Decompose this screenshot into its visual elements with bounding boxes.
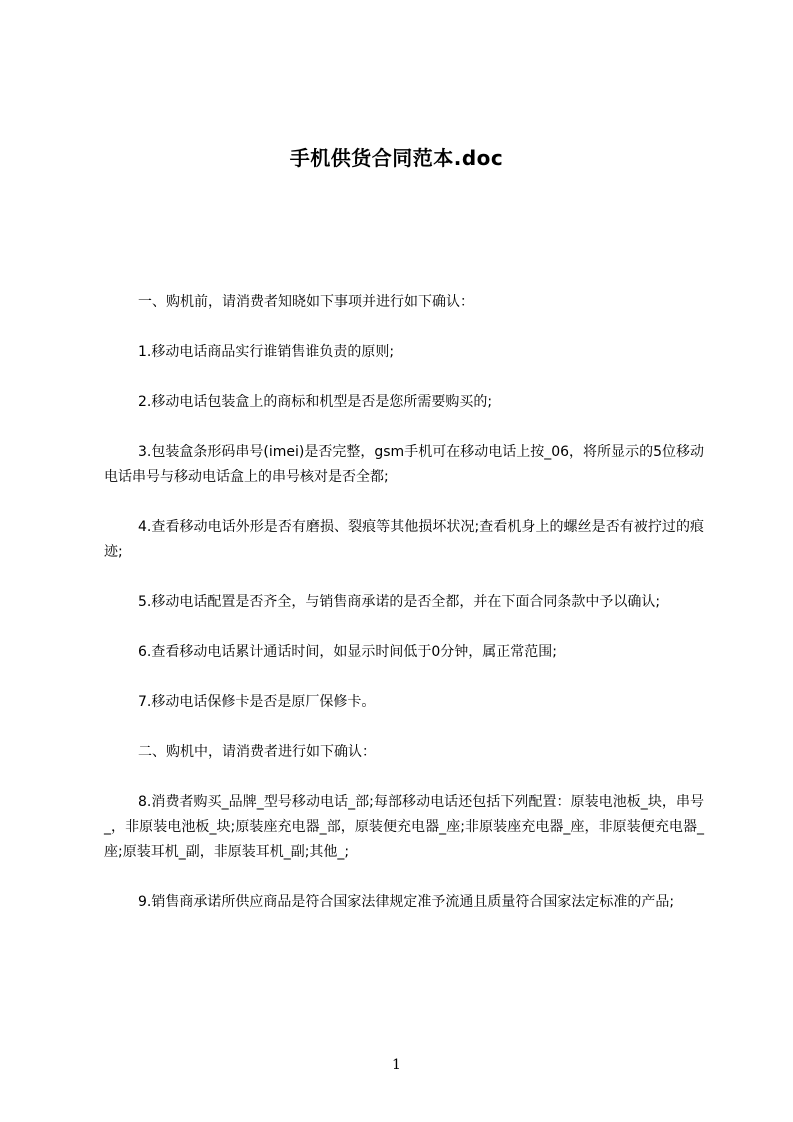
page-number: 1 — [392, 1057, 401, 1073]
section-heading-during-purchase: 二、购机中，请消费者进行如下确认： — [138, 744, 376, 760]
list-item-7: 7.移动电话保修卡是否是原厂保修卡。 — [138, 694, 376, 710]
list-item-6: 6.查看移动电话累计通话时间，如显示时间低于0分钟，属正常范围; — [138, 644, 557, 660]
document-body — [104, 290, 704, 915]
list-item-9: 9.销售商承诺所供应商品是符合国家法律规定准予流通且质量符合国家法定标准的产品; — [138, 894, 675, 910]
list-item-1: 1.移动电话商品实行谁销售谁负责的原则; — [138, 344, 395, 360]
section-heading-before-purchase: 一、购机前，请消费者知晓如下事项并进行如下确认： — [138, 294, 474, 310]
document-title: 手机供货合同范本.doc — [289, 146, 504, 170]
list-item-2: 2.移动电话包装盒上的商标和机型是否是您所需要购买的; — [138, 394, 493, 410]
list-item-5: 5.移动电话配置是否齐全，与销售商承诺的是否全都，并在下面合同条款中予以确认; — [138, 594, 661, 610]
list-item-4: 4.查看移动电话外形是否有磨损、裂痕等其他损坏状况;查看机身上的螺丝是否有被拧过的痕迹; — [104, 519, 704, 560]
list-item-8: 8.消费者购买_品牌_型号移动电话_部;每部移动电话还包括下列配置：原装电池板_块，串号_，非原装电池板_块;原装座充电器_部，原装便充电器_座;非原装座充电器_座，非原装便充电器_座;原装耳机_副，非原装耳机_副;其他_; — [104, 794, 704, 860]
list-item-3: 3.包装盒条形码串号(imei)是否完整，gsm手机可在移动电话上按_06，将所显示的5位移动电话串号与移动电话盒上的串号核对是否全都; — [104, 444, 704, 485]
